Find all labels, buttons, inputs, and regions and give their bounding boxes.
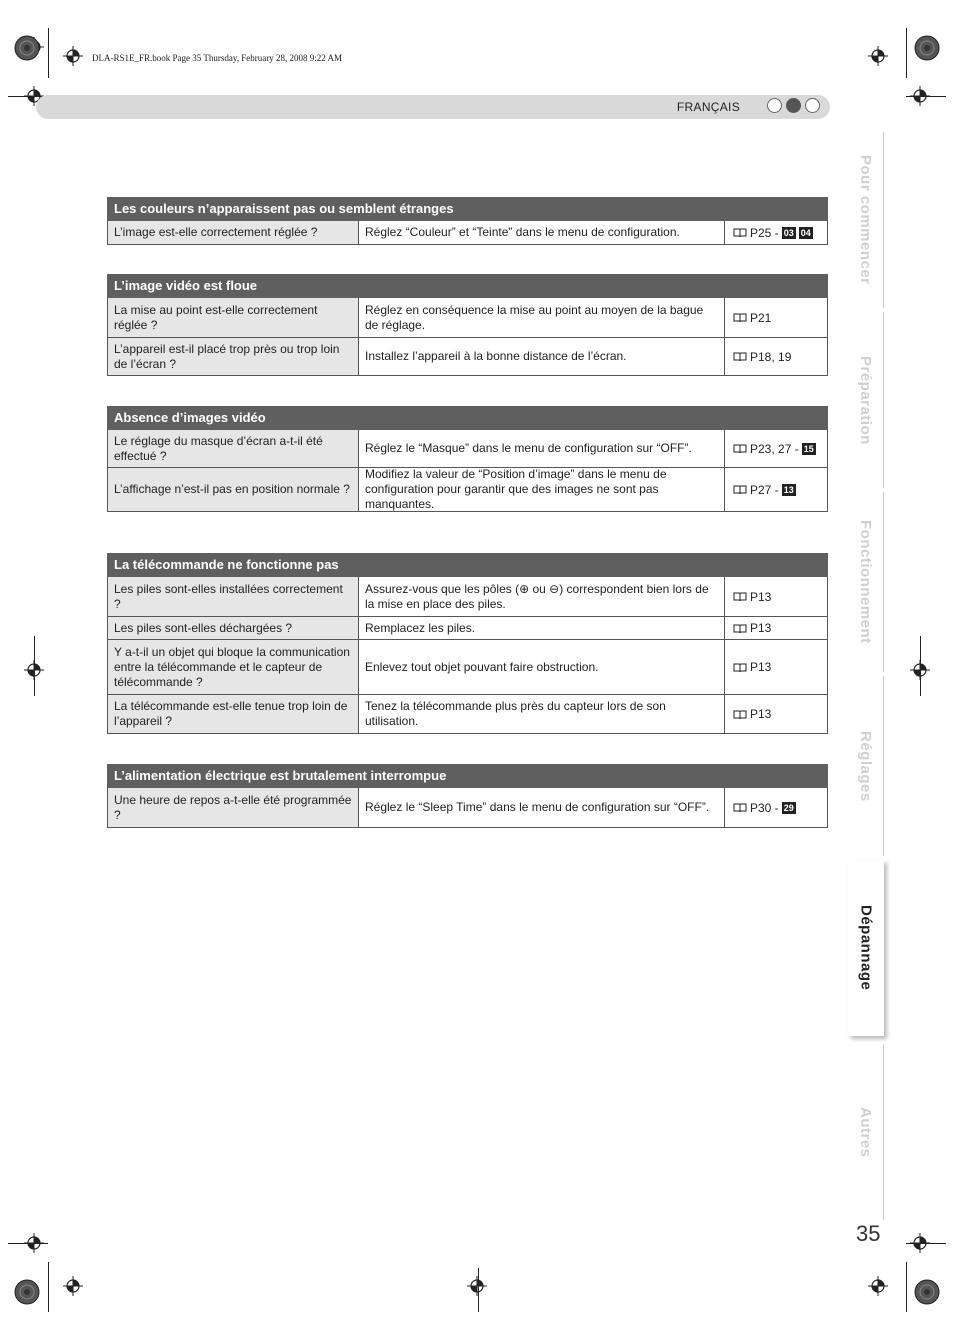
print-info-line: DLA-RS1E_FR.book Page 35 Thursday, February 28, 2008 9:22 AM (92, 53, 342, 63)
chapter-tab-label: Préparation (857, 355, 874, 445)
crop-line (906, 96, 946, 97)
language-indicator (767, 98, 820, 113)
registration-mark-icon (868, 1276, 888, 1296)
troubleshooting-section (107, 553, 828, 734)
header-band (36, 95, 830, 119)
indicator-dot-active (786, 98, 801, 113)
table-row (107, 577, 828, 617)
registration-mark-icon (467, 1276, 487, 1296)
page-reference-cell (725, 617, 827, 639)
crop-line (906, 28, 907, 78)
solution-cell: Tenez la télécommande plus près du capteur lors de son utilisation. (359, 695, 725, 733)
solution-cell: Remplacez les piles. (359, 617, 725, 639)
table-row (107, 298, 828, 338)
solution-cell: Réglez le “Masque” dans le menu de configuration sur “OFF”. (359, 430, 725, 467)
table-row (107, 468, 828, 512)
chapter-tab (848, 860, 884, 1036)
crop-line (48, 28, 49, 78)
page-reference-cell (725, 640, 827, 694)
section-title: La télécommande ne fonctionne pas (107, 553, 828, 577)
table-row (107, 221, 828, 245)
chapter-tab (848, 132, 884, 308)
troubleshooting-section (107, 274, 828, 376)
registration-mark-icon (868, 46, 888, 66)
color-target-icon (14, 35, 40, 61)
crop-line (906, 1243, 946, 1244)
menu-item-tag: 04 (800, 227, 811, 238)
question-cell: L’image est-elle correctement réglée ? (108, 221, 359, 244)
menu-item-tag: 29 (783, 802, 794, 813)
color-target-icon (14, 1279, 40, 1305)
table-row (107, 617, 828, 640)
question-cell: Le réglage du masque d’écran a-t-il été effectué ? (108, 430, 359, 467)
solution-cell: Réglez “Couleur” et “Teinte” dans le menu de configuration. (359, 221, 725, 244)
page-number: 35 (856, 1221, 881, 1246)
chapter-tab-label: Réglages (857, 730, 874, 802)
question-cell: L’affichage n’est-il pas en position normale ? (108, 468, 359, 511)
crop-line (48, 1262, 49, 1312)
crop-line (478, 1268, 479, 1312)
page-reference: P18, 19 (750, 349, 792, 364)
question-cell: La télécommande est-elle tenue trop loin de l’appareil ? (108, 695, 359, 733)
table-row (107, 695, 828, 734)
color-target-icon (914, 1279, 940, 1305)
book-icon (733, 350, 747, 364)
menu-item-tag: 13 (783, 484, 794, 495)
chapter-tabs (848, 68, 884, 1272)
book-icon (733, 621, 747, 635)
color-target-icon (914, 35, 940, 61)
crop-line (34, 636, 35, 696)
chapter-tab-label: Dépannage (857, 905, 875, 991)
page-reference-cell (725, 338, 827, 375)
question-cell: La mise au point est-elle correctement réglée ? (108, 298, 359, 337)
page-reference-cell (725, 468, 827, 511)
menu-item-tag: 03 (783, 227, 794, 238)
book-icon (733, 311, 747, 325)
chapter-tab (848, 1044, 884, 1220)
indicator-dot (767, 98, 782, 113)
table-row (107, 338, 828, 376)
solution-cell: Installez l’appareil à la bonne distance de l’écran. (359, 338, 725, 375)
troubleshooting-section (107, 764, 828, 828)
page-reference-cell (725, 695, 827, 733)
page-reference: P13 (750, 589, 772, 604)
book-icon (733, 483, 747, 497)
page-reference: P23, 27 - (750, 441, 799, 456)
page-reference-cell (725, 577, 827, 616)
chapter-tab-label: Autres (857, 1106, 874, 1158)
table-row (107, 640, 828, 695)
page-reference: P30 - (750, 800, 779, 815)
troubleshooting-section (107, 406, 828, 512)
chapter-tab-label: Fonctionnement (857, 520, 874, 644)
page-reference: P21 (750, 310, 772, 325)
chapter-tab (848, 492, 884, 672)
chapter-tab-label: Pour commencer (857, 155, 874, 285)
solution-cell: Assurez-vous que les pôles (⊕ ou ⊖) correspondent bien lors de la mise en place des piles. (359, 577, 725, 616)
registration-mark-icon (63, 1276, 83, 1296)
troubleshooting-section (107, 197, 828, 245)
language-label: FRANÇAIS (676, 100, 740, 114)
section-title: L’image vidéo est floue (107, 274, 828, 298)
menu-item-tag: 15 (803, 443, 814, 454)
page-reference: P13 (750, 621, 772, 635)
page-reference: P27 - (750, 482, 779, 497)
page-reference: P13 (750, 707, 772, 721)
page-reference-cell (725, 430, 827, 467)
table-row (107, 430, 828, 468)
question-cell: Les piles sont-elles installées correctement ? (108, 577, 359, 616)
question-cell: Les piles sont-elles déchargées ? (108, 617, 359, 639)
book-icon (733, 660, 747, 674)
question-cell: L’appareil est-il placé trop près ou trop loin de l’écran ? (108, 338, 359, 375)
question-cell: Y a-t-il un objet qui bloque la communication entre la télécommande et le capteur de télécommande ? (108, 640, 359, 694)
table-row (107, 788, 828, 828)
page-reference: P25 - (750, 225, 779, 240)
page-reference-cell (725, 788, 827, 827)
book-icon (733, 226, 747, 240)
crop-line (906, 1262, 907, 1312)
book-icon (733, 801, 747, 815)
solution-cell: Modifiez la valeur de “Position d’image” dans le menu de configuration pour garantir que des images ne sont pas manquantes. (359, 468, 725, 511)
book-icon (733, 707, 747, 721)
solution-cell: Réglez en conséquence la mise au point au moyen de la bague de réglage. (359, 298, 725, 337)
book-icon (733, 590, 747, 604)
section-title: Les couleurs n’apparaissent pas ou semblent étranges (107, 197, 828, 221)
solution-cell: Enlevez tout objet pouvant faire obstruction. (359, 640, 725, 694)
book-icon (733, 442, 747, 456)
page-reference: P13 (750, 660, 772, 674)
page-reference-cell (725, 298, 827, 337)
question-cell: Une heure de repos a-t-elle été programmée ? (108, 788, 359, 827)
chapter-tab (848, 312, 884, 488)
chapter-tab (848, 676, 884, 856)
crop-line (920, 636, 921, 696)
section-title: L’alimentation électrique est brutalement interrompue (107, 764, 828, 788)
solution-cell: Réglez le “Sleep Time” dans le menu de configuration sur “OFF”. (359, 788, 725, 827)
registration-mark-icon (63, 46, 83, 66)
section-title: Absence d’images vidéo (107, 406, 828, 430)
page-reference-cell (725, 221, 827, 244)
indicator-dot (805, 98, 820, 113)
crop-line (8, 1243, 48, 1244)
